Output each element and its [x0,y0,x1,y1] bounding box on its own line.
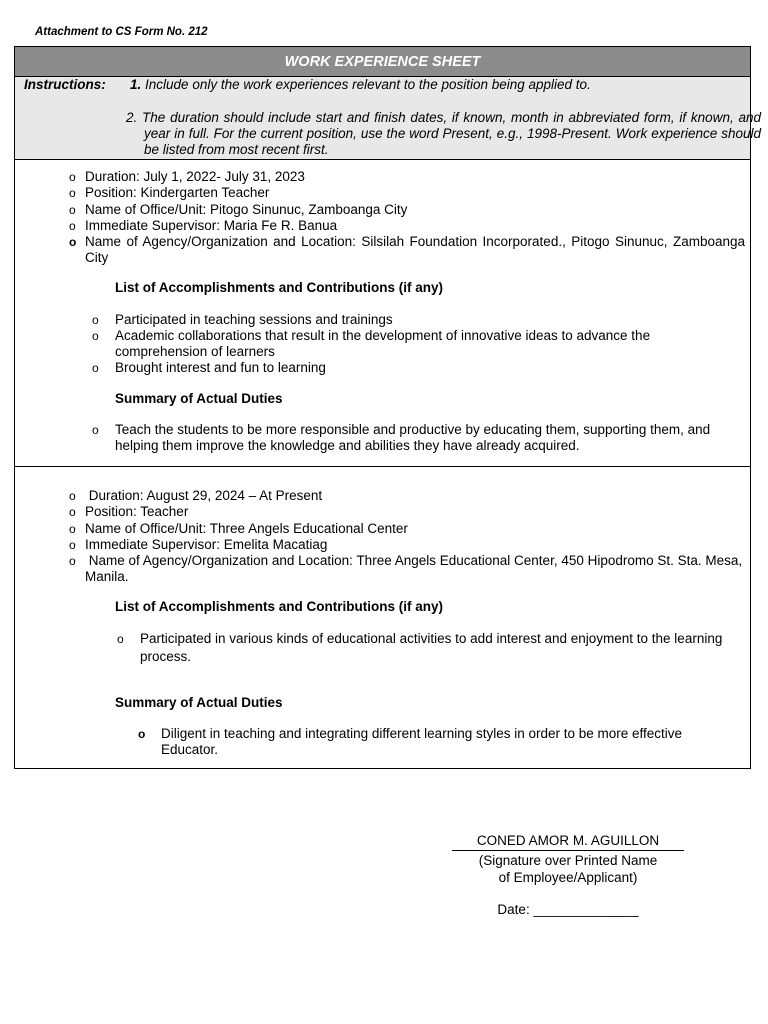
duration-text: Duration: August 29, 2024 – At Present [88,488,323,503]
bullet-icon: o [69,505,76,520]
bullet-icon: o [69,537,76,552]
list-item [92,422,730,454]
job-entry [15,160,750,467]
bullet-icon: o [92,423,99,437]
instruction-item-2: 2. The duration should include start and finish dates, if known, month in abbreviated form, if known, and year in full. For the current position, use the word Present, e.g., 1998-Present. Work experience should be listed from most recent first. [126,110,761,157]
office-text: Name of Office/Unit: Three Angels Educational Center [85,520,408,536]
sheet-title: WORK EXPERIENCE SHEET [15,47,750,77]
job-entry [15,467,750,769]
list-item [69,217,745,234]
supervisor-text: Immediate Supervisor: Maria Fe R. Banua [85,217,338,233]
list-item [69,185,745,201]
bullet-icon: o [69,554,76,569]
instructions-panel [15,77,761,160]
bullet-icon: o [69,170,76,184]
list-item [69,520,745,537]
position-text: Position: Kindergarten Teacher [85,185,270,201]
list-item [69,488,745,504]
signatory-name: CONED AMOR M. AGUILLON [452,832,684,851]
bullet-icon: o [92,361,99,375]
accomplishments-heading: List of Accomplishments and Contributions (if any) [115,599,444,614]
bullet-icon: o [69,235,77,250]
bullet-icon: o [138,727,146,741]
list-item [117,630,730,666]
duties-list [92,422,730,454]
bullet-icon: o [69,489,76,503]
instruction-item-1 [130,77,742,92]
list-item [92,312,735,328]
bullet-icon: o [92,313,99,327]
duties-list [138,726,721,758]
accomplishments-heading: List of Accomplishments and Contributions (if any) [115,280,444,295]
instruction-text: Include only the work experiences relevant to the position being applied to. [145,77,591,92]
bullet-icon: o [69,202,76,217]
caption-line: (Signature over Printed Name [478,853,658,868]
instruction-number: 1. [130,77,142,92]
list-item [138,726,721,758]
bullet-icon: o [69,218,76,233]
attachment-label: Attachment to CS Form No. 212 [35,26,208,38]
duties-heading: Summary of Actual Duties [115,695,283,710]
list-item [92,328,735,360]
accomplishments-list [92,312,735,376]
office-text: Name of Office/Unit: Pitogo Sinunuc, Zamboanga City [85,201,408,217]
signature-block [452,832,684,918]
agency-text: Name of Agency/Organization and Location: Three Angels Educational Center, 450 Hipodromo St. Sta. Mesa, Manila. [85,553,743,585]
job-details-list [69,488,745,586]
date-field: Date: ______________ [497,902,639,917]
duty-text: Teach the students to be more responsible and productive by educating them, supporting them, and helping them improve the knowledge and abilities they have already acquired. [115,422,711,453]
list-item [92,360,735,376]
list-item [69,201,745,218]
list-item [69,504,745,520]
supervisor-text: Immediate Supervisor: Emelita Macatiag [85,536,328,552]
duties-heading: Summary of Actual Duties [115,391,283,406]
duration-text: Duration: July 1, 2022- July 31, 2023 [85,169,305,184]
bullet-icon: o [69,186,76,201]
bullet-icon: o [117,632,124,646]
duty-text: Diligent in teaching and integrating different learning styles in order to be more effective Educator. [161,726,683,757]
caption-line: of Employee/Applicant) [498,870,638,885]
instructions-label: Instructions: [24,77,106,92]
job-details-list [69,169,745,267]
bullet-icon: o [92,329,99,343]
list-item [69,553,745,586]
list-item [69,234,745,267]
agency-text: Name of Agency/Organization and Location: Silsilah Foundation Incorporated., Pitogo Sinunuc, Zamboanga City [85,234,745,266]
bullet-icon: o [69,521,76,536]
list-item [69,536,745,553]
work-experience-sheet [14,46,761,769]
list-item [69,169,745,185]
position-text: Position: Teacher [85,504,189,520]
signature-caption [452,852,684,886]
accomplishment-text: Brought interest and fun to learning [115,360,326,375]
accomplishment-text: Academic collaborations that result in the development of innovative ideas to advance the comprehension of learners [115,328,651,359]
accomplishment-text: Participated in teaching sessions and trainings [115,312,393,327]
accomplishment-text: Participated in various kinds of educational activities to add interest and enjoyment to the learning process. [140,631,723,664]
accomplishments-list [117,630,730,666]
